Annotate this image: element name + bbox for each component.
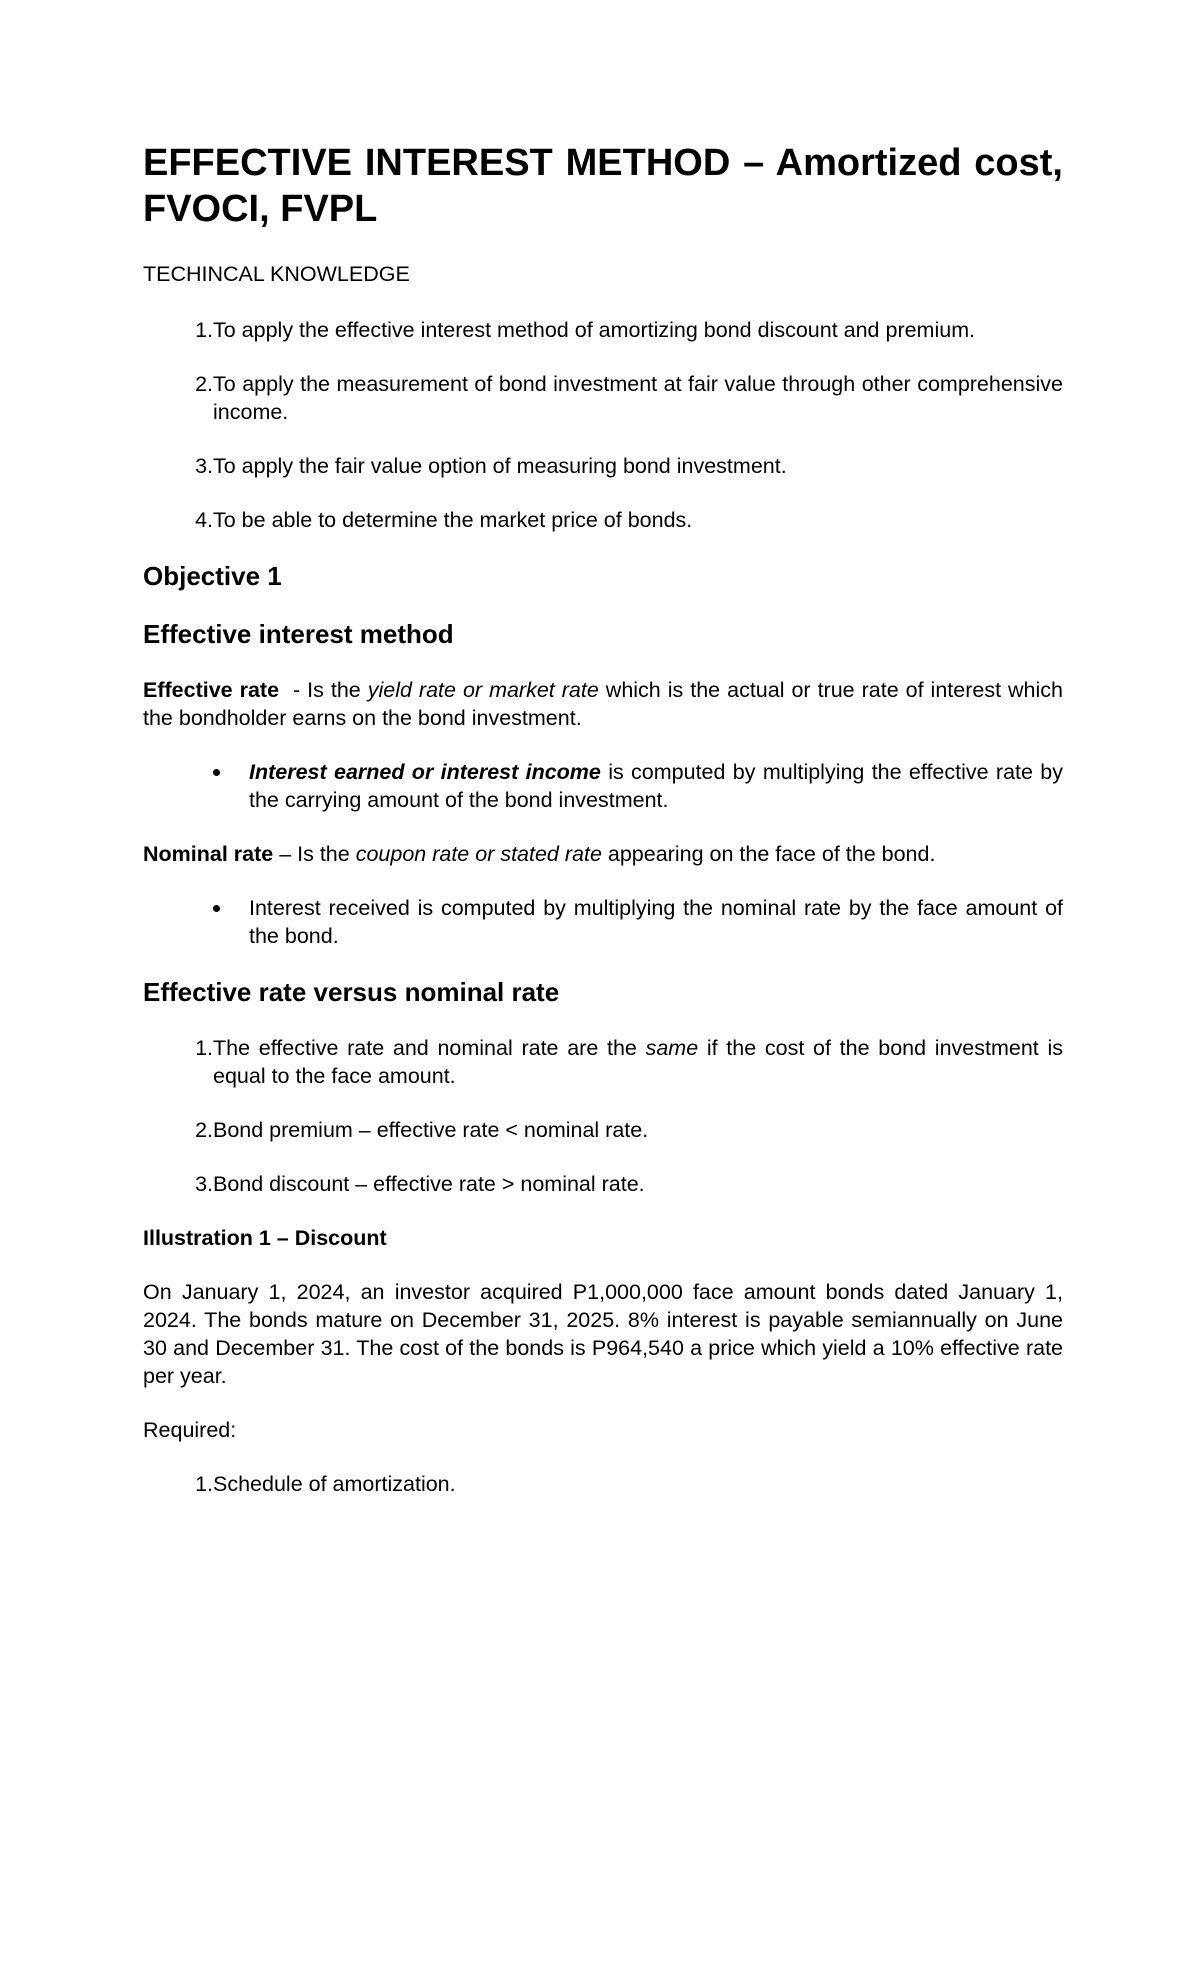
list-item bbox=[143, 1116, 1063, 1144]
document-body bbox=[143, 140, 1063, 1524]
list-text-italic: same bbox=[645, 1036, 699, 1060]
subheading-technical-knowledge: TECHINCAL KNOWLEDGE bbox=[143, 262, 410, 286]
bullet-bold-italic: Interest earned or interest income bbox=[249, 760, 601, 784]
list-text: To apply the measurement of bond investment at fair value through other comprehensive income. bbox=[213, 372, 1063, 424]
effective-rate-italic: yield rate or market rate bbox=[367, 678, 599, 702]
nominal-rate-rest: appearing on the face of the bond. bbox=[601, 842, 936, 866]
effective-rate-term: Effective rate bbox=[143, 678, 280, 702]
list-text-before: The effective rate and nominal rate are the bbox=[213, 1036, 646, 1060]
list-item bbox=[143, 316, 1063, 344]
effective-rate-bullets bbox=[143, 758, 1063, 814]
nominal-rate-dash: – Is the bbox=[273, 842, 356, 866]
nominal-rate-term: Nominal rate bbox=[143, 842, 274, 866]
list-item bbox=[143, 506, 1063, 534]
versus-heading: Effective rate versus nominal rate bbox=[143, 977, 560, 1007]
knowledge-list bbox=[143, 316, 1063, 534]
list-number: 1. bbox=[195, 318, 213, 342]
nominal-rate-paragraph bbox=[143, 840, 1063, 868]
illustration-heading: Illustration 1 – Discount bbox=[143, 1226, 387, 1250]
list-text: Bond discount – effective rate > nominal rate. bbox=[213, 1172, 645, 1196]
list-number: 1. bbox=[195, 1472, 213, 1496]
list-item bbox=[143, 370, 1063, 426]
list-item bbox=[143, 1470, 1063, 1498]
versus-list bbox=[143, 1034, 1063, 1198]
bullet-text: Interest received is computed by multiplying the nominal rate by the face amount of the bond. bbox=[249, 896, 1063, 948]
list-number: 3. bbox=[195, 1172, 213, 1196]
bullet-icon bbox=[143, 758, 249, 814]
list-number: 4. bbox=[195, 508, 213, 532]
list-text-after: if the cost of the bond investment is equal to the face amount. bbox=[213, 1036, 1063, 1088]
list-number: 3. bbox=[195, 454, 213, 478]
effective-rate-rest: which is the actual or true rate of interest which the bondholder earns on the bond investment. bbox=[143, 678, 1064, 730]
list-item bbox=[143, 1170, 1063, 1198]
objective-heading: Objective 1 bbox=[143, 561, 282, 591]
effective-rate-paragraph bbox=[143, 676, 1063, 732]
illustration-paragraph: On January 1, 2024, an investor acquired P1,000,000 face amount bonds dated January 1, 2024. The bonds mature on December 31, 2025. 8% interest is payable semiannually on June 30 and December 31. The cost of the bonds is P964,540 a price which yield a 10% effective rate per year. bbox=[143, 1280, 1063, 1388]
bullet-item bbox=[143, 758, 1063, 814]
page-title: EFFECTIVE INTEREST METHOD – Amortized cost, FVOCI, FVPL bbox=[143, 142, 1063, 230]
effective-rate-dash: - Is the bbox=[279, 678, 368, 702]
list-number: 2. bbox=[195, 372, 213, 396]
list-text: To be able to determine the market price of bonds. bbox=[213, 508, 693, 532]
list-number: 1. bbox=[195, 1036, 213, 1060]
list-text: Schedule of amortization. bbox=[213, 1472, 456, 1496]
nominal-rate-bullets bbox=[143, 894, 1063, 950]
bullet-item bbox=[143, 894, 1063, 950]
list-text: To apply the effective interest method of amortizing bond discount and premium. bbox=[213, 318, 976, 342]
required-label: Required: bbox=[143, 1418, 237, 1442]
list-item bbox=[143, 1034, 1063, 1090]
list-text: To apply the fair value option of measuring bond investment. bbox=[213, 454, 787, 478]
list-item bbox=[143, 452, 1063, 480]
required-list bbox=[143, 1470, 1063, 1498]
nominal-rate-italic: coupon rate or stated rate bbox=[355, 842, 602, 866]
list-number: 2. bbox=[195, 1118, 213, 1142]
bullet-text: is computed by multiplying the effective rate by the carrying amount of the bond investment. bbox=[249, 760, 1063, 812]
bullet-icon bbox=[143, 894, 249, 950]
method-heading: Effective interest method bbox=[143, 619, 454, 649]
list-text: Bond premium – effective rate < nominal rate. bbox=[213, 1118, 649, 1142]
